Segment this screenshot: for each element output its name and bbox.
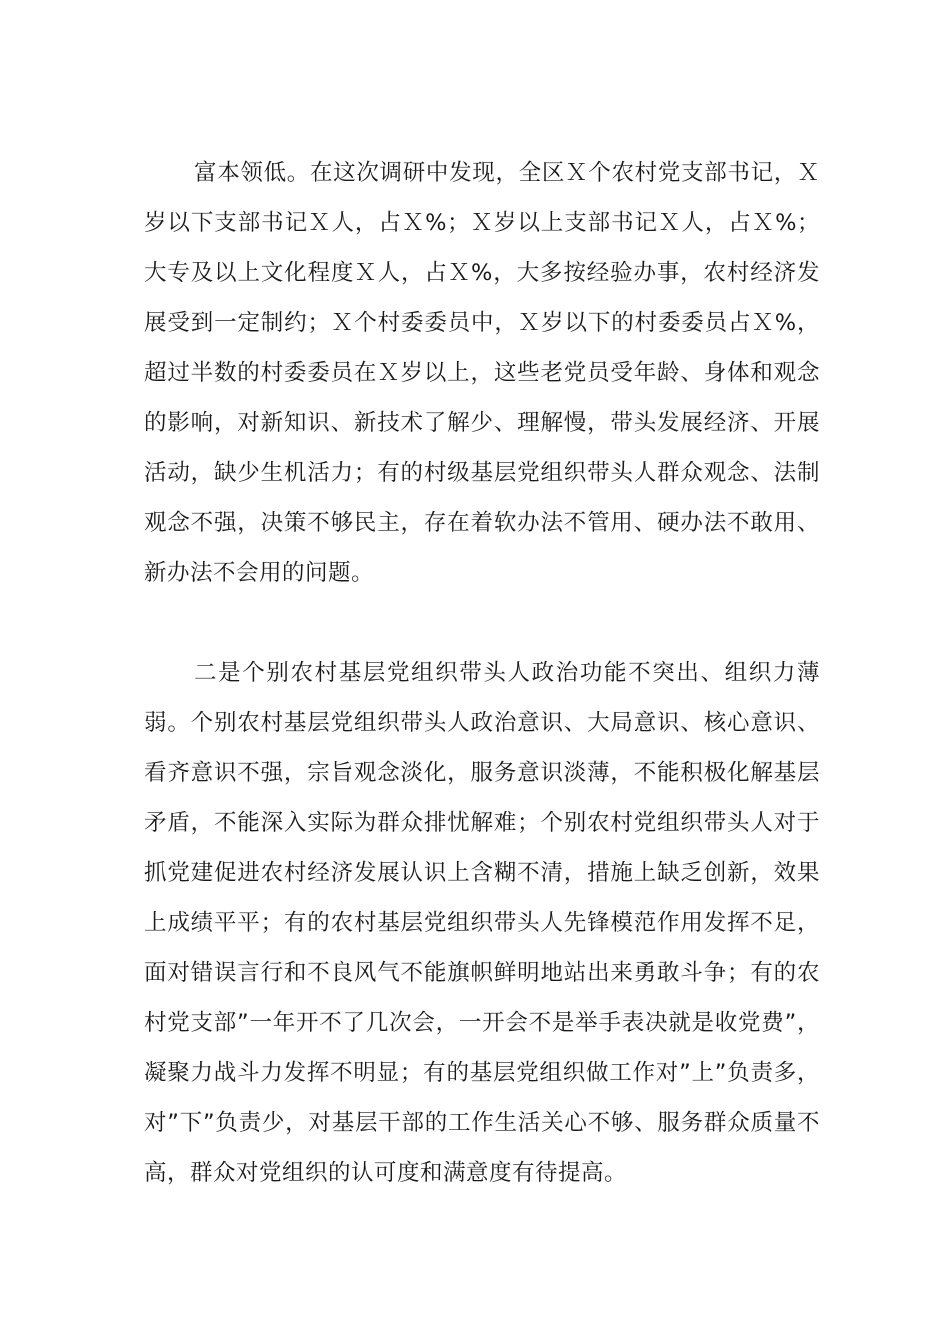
paragraph-1: 富本领低。在这次调研中发现，全区Ｘ个农村党支部书记，Ｘ岁以下支部书记Ｘ人，占Ｘ%；Ｘ岁以上支部书记Ｘ人，占Ｘ%；大专及以上文化程度Ｘ人，占Ｘ%，大多按经验办事，农村经济发展受到一定制约；Ｘ个村委委员中，Ｘ岁以下的村委委员占Ｘ%，超过半数的村委委员在Ｘ岁以上，这些老党员受年龄、身体和观念的影响，对新知识、新技术了解少、理解慢，带头发展经济、开展活动，缺少生机活力；有的村级基层党组织带头人群众观念、法制观念不强，决策不够民主，存在着软办法不管用、硬办法不敢用、新办法不会用的问题。 [144,160,820,586]
document-body [144,148,820,1198]
paragraph-2: 二是个别农村基层党组织带头人政治功能不突出、组织力薄弱。个别农村基层党组织带头人政治意识、大局意识、核心意识、看齐意识不强，宗旨观念淡化，服务意识淡薄，不能积极化解基层矛盾，不能深入实际为群众排忧解难；个别农村党组织带头人对于抓党建促进农村经济发展认识上含糊不清，措施上缺乏创新，效果上成绩平平；有的农村基层党组织带头人先锋模范作用发挥不足，面对错误言行和不良风气不能旗帜鲜明地站出来勇敢斗争；有的农村党支部”一年开不了几次会，一开会不是举手表决就是收党费”，凝聚力战斗力发挥不明显；有的基层党组织做工作对”上”负责多，对”下”负责少，对基层干部的工作生活关心不够、服务群众质量不高，群众对党组织的认可度和满意度有待提高。 [144,660,820,1186]
